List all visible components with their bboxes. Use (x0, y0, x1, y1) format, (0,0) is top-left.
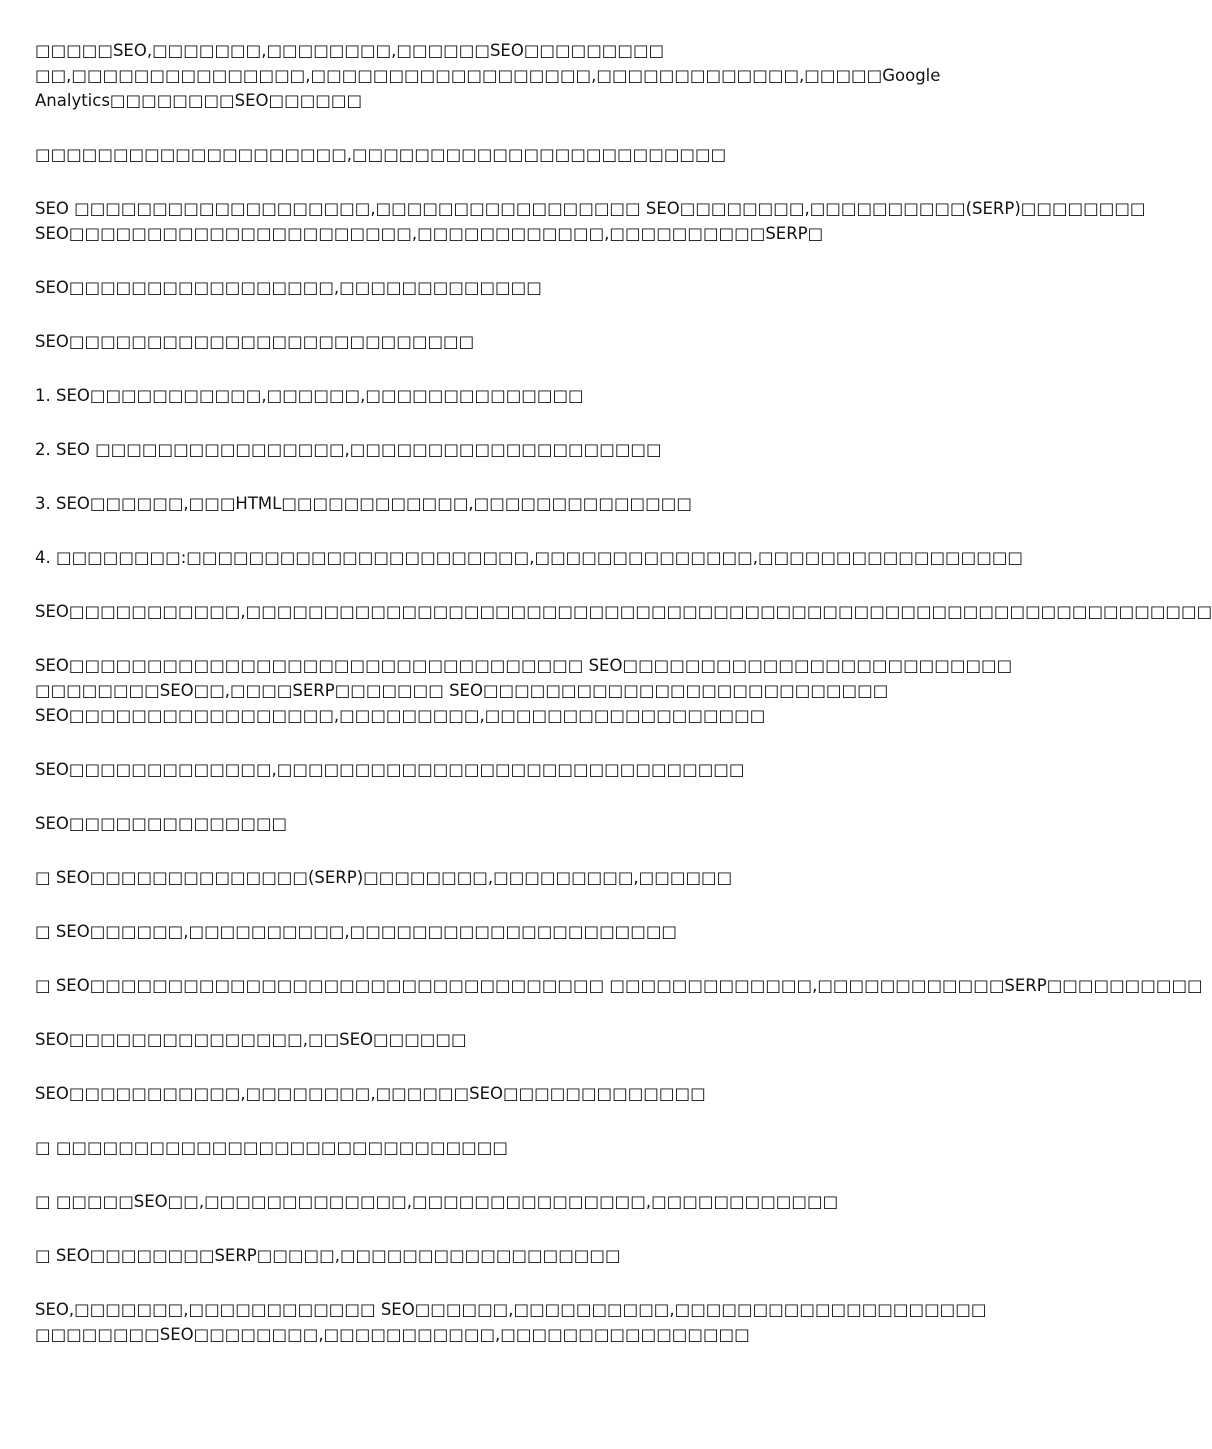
list-item (35, 437, 995, 462)
text-line: □ SEO□□□□□□,□□□□□□□□□□,□□□□□□□□□□□□□□□□□□□□□ (35, 922, 678, 941)
text-line: SEO □□□□□□□□□□□□□□□□□□□,□□□□□□□□□□□□□□□□□ SEO□□□□□□□□,□□□□□□□□□□(SERP)□□□□□□□□ (35, 199, 1146, 218)
bullet-item (35, 973, 1203, 998)
document-page (35, 38, 1212, 1376)
text-line: 1. SEO□□□□□□□□□□□,□□□□□□,□□□□□□□□□□□□□□ (35, 386, 584, 405)
bullet-item (35, 919, 995, 944)
text-line: □□□□□□□□□□□□□□□□□□□□,□□□□□□□□□□□□□□□□□□□□□□□□ (35, 145, 727, 164)
text-line: SEO□□□□□□□□□□□□□□□□□,□□□□□□□□□□□□□ (35, 278, 542, 297)
text-line: □□□□□□□□SEO□□□□□□□□,□□□□□□□□□□□,□□□□□□□□□□□□□□□□ (35, 1325, 750, 1344)
paragraph (35, 1027, 995, 1052)
text-line: SEO,□□□□□□□,□□□□□□□□□□□□ SEO□□□□□□,□□□□□□□□□□,□□□□□□□□□□□□□□□□□□□□ (35, 1300, 987, 1319)
text-line: SEO□□□□□□□□□□□□□□□□□□□□□□,□□□□□□□□□□□□,□□□□□□□□□□SERP□ (35, 224, 824, 243)
text-line: □□□□□□□□SEO□□,□□□□SERP□□□□□□□ SEO□□□□□□□□□□□□□□□□□□□□□□□□□□ (35, 681, 889, 700)
paragraph (35, 1297, 995, 1347)
text-line: SEO□□□□□□□□□□□,□□□□□□□□,□□□□□□SEO□□□□□□□□□□□□□ (35, 1084, 706, 1103)
paragraph (35, 275, 995, 300)
text-line: SEO□□□□□□□□□□□□□□□□□□□□□□□□□□ (35, 332, 475, 351)
text-line: □ □□□□□□□□□□□□□□□□□□□□□□□□□□□□□ (35, 1138, 508, 1157)
list-item (35, 545, 1024, 570)
paragraph (35, 599, 1212, 624)
text-line: SEO□□□□□□□□□□□□□,□□□□□□□□□□□□□□□□□□□□□□□□□□□□□□ (35, 760, 745, 779)
paragraph (35, 196, 1146, 246)
text-line: SEO□□□□□□□□□□□□□□□□□□□□□□□□□□□□□□□□□ SEO□□□□□□□□□□□□□□□□□□□□□□□□□ (35, 656, 1013, 675)
bullet-item (35, 1189, 995, 1214)
bullet-item (35, 865, 995, 890)
paragraph (35, 142, 995, 167)
text-line: □□□□□SEO,□□□□□□□,□□□□□□□□,□□□□□□SEO□□□□□□□□□ (35, 41, 665, 60)
bullet-item (35, 1135, 995, 1160)
text-line: Analytics□□□□□□□□SEO□□□□□□ (35, 91, 363, 110)
paragraph (35, 811, 995, 836)
text-line: □ SEO□□□□□□□□SERP□□□□□,□□□□□□□□□□□□□□□□□□ (35, 1246, 621, 1265)
text-line: SEO□□□□□□□□□□□□□□□,□□SEO□□□□□□ (35, 1030, 467, 1049)
list-item (35, 491, 995, 516)
text-line: 3. SEO□□□□□□,□□□HTML□□□□□□□□□□□□,□□□□□□□□□□□□□□ (35, 494, 692, 513)
text-line: □ SEO□□□□□□□□□□□□□□(SERP)□□□□□□□□,□□□□□□□□□,□□□□□□ (35, 868, 733, 887)
paragraph (35, 757, 995, 782)
text-line: SEO□□□□□□□□□□□,□□□□□□□□□□□□□□□□□□□□□□□□□□□□□□□□□□□□□□□□□□□□□□□□□□□□□□□□□□□□□□ (35, 602, 1212, 621)
paragraph (35, 653, 1013, 728)
bullet-item (35, 1243, 995, 1268)
paragraph (35, 1081, 995, 1106)
text-line: 4. □□□□□□□□:□□□□□□□□□□□□□□□□□□□□□□,□□□□□□□□□□□□□□,□□□□□□□□□□□□□□□□□ (35, 548, 1024, 567)
text-line: SEO□□□□□□□□□□□□□□ (35, 814, 288, 833)
text-line: □□,□□□□□□□□□□□□□□□,□□□□□□□□□□□□□□□□□□,□□□□□□□□□□□□□,□□□□□Google (35, 66, 941, 85)
text-line: □ □□□□□SEO□□,□□□□□□□□□□□□□,□□□□□□□□□□□□□□□,□□□□□□□□□□□□ (35, 1192, 839, 1211)
text-line: □ SEO□□□□□□□□□□□□□□□□□□□□□□□□□□□□□□□□□ □□□□□□□□□□□□□,□□□□□□□□□□□□SERP□□□□□□□□□□ (35, 976, 1203, 995)
text-line: 2. SEO □□□□□□□□□□□□□□□□,□□□□□□□□□□□□□□□□□□□□ (35, 440, 662, 459)
paragraph (35, 329, 995, 354)
paragraph (35, 38, 995, 113)
list-item (35, 383, 995, 408)
text-line: SEO□□□□□□□□□□□□□□□□□,□□□□□□□□□,□□□□□□□□□□□□□□□□□□ (35, 706, 766, 725)
